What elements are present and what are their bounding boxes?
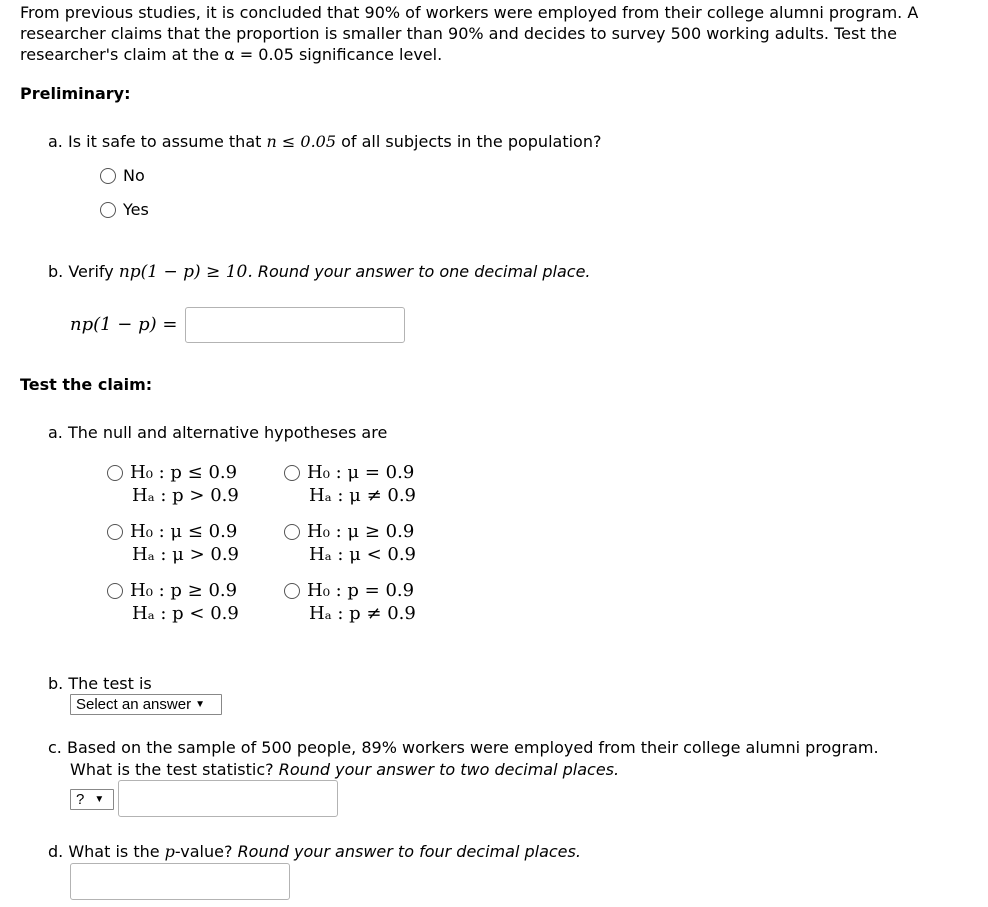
prelim-b-math: np(1 − p) ≥ 10. — [118, 262, 253, 282]
hypothesis-option-3[interactable] — [107, 520, 239, 566]
chevron-down-icon: ▼ — [195, 699, 205, 710]
hypothesis-option-6[interactable] — [284, 579, 416, 625]
hypothesis-option-5[interactable] — [107, 579, 239, 625]
radio-circle[interactable] — [107, 524, 123, 540]
hypothesis-text — [307, 461, 416, 507]
part-c-line2 — [70, 760, 619, 779]
hypothesis-text — [307, 579, 416, 625]
prelim-a-option-yes[interactable] — [100, 200, 149, 219]
part-a-prompt: a. The null and alternative hypotheses are — [48, 423, 388, 442]
radio-circle[interactable] — [284, 583, 300, 599]
hypothesis-option-2[interactable] — [284, 461, 416, 507]
option-label: No — [123, 166, 145, 185]
test-heading: Test the claim: — [20, 375, 153, 394]
alt-hypothesis: Hₐ : μ < 0.9 — [309, 544, 416, 565]
select-value: ? — [76, 791, 85, 808]
prelim-a-math: n ≤ 0.05 — [266, 132, 337, 151]
part-c-line1: c. Based on the sample of 500 people, 89% workers were employed from their college alumni program. — [48, 738, 879, 757]
chevron-down-icon: ▼ — [94, 794, 105, 805]
prelim-a-text-after: of all subjects in the population? — [341, 132, 602, 151]
part-b-prompt: b. The test is — [48, 674, 152, 693]
alt-hypothesis: Hₐ : μ > 0.9 — [132, 544, 239, 565]
radio-circle[interactable] — [107, 465, 123, 481]
prelim-b-input-label: np(1 − p) = — [70, 314, 178, 335]
radio-circle[interactable] — [100, 202, 116, 218]
radio-circle[interactable] — [107, 583, 123, 599]
p-value-input[interactable] — [70, 863, 290, 900]
radio-circle[interactable] — [284, 465, 300, 481]
prelim-b-text-before: b. Verify — [48, 262, 114, 281]
alt-hypothesis: Hₐ : μ ≠ 0.9 — [309, 485, 416, 506]
part-d-math: p — [164, 842, 175, 861]
alt-hypothesis: Hₐ : p < 0.9 — [132, 603, 239, 624]
hypothesis-text — [130, 520, 239, 566]
hypothesis-option-4[interactable] — [284, 520, 416, 566]
option-label: Yes — [123, 200, 149, 219]
prelim-a-question — [48, 132, 601, 151]
radio-circle[interactable] — [100, 168, 116, 184]
test-type-select[interactable] — [70, 694, 222, 715]
null-hypothesis: H₀ : p ≥ 0.9 — [130, 580, 238, 601]
hypothesis-option-1[interactable] — [107, 461, 239, 507]
part-d-text-after: -value? — [174, 842, 233, 861]
prelim-b-question — [48, 262, 591, 282]
part-c-question: What is the test statistic? — [70, 760, 274, 779]
alt-hypothesis: Hₐ : p ≠ 0.9 — [309, 603, 416, 624]
alt-hypothesis: Hₐ : p > 0.9 — [132, 485, 239, 506]
null-hypothesis: H₀ : μ ≥ 0.9 — [307, 521, 415, 542]
null-hypothesis: H₀ : μ = 0.9 — [307, 462, 415, 483]
test-statistic-type-select[interactable] — [70, 789, 114, 810]
part-d-instruction: Round your answer to four decimal places. — [237, 842, 581, 861]
hypothesis-text — [307, 520, 416, 566]
part-d-text-before: d. What is the — [48, 842, 160, 861]
part-c-instruction: Round your answer to two decimal places. — [278, 760, 620, 779]
preliminary-heading: Preliminary: — [20, 84, 131, 103]
null-hypothesis: H₀ : μ ≤ 0.9 — [130, 521, 238, 542]
hypothesis-text — [130, 579, 239, 625]
test-statistic-input[interactable] — [118, 780, 338, 817]
hypothesis-text — [130, 461, 239, 507]
prelim-b-instruction: Round your answer to one decimal place. — [257, 262, 591, 281]
part-d-question — [48, 842, 581, 861]
radio-circle[interactable] — [284, 524, 300, 540]
prelim-a-text-before: a. Is it safe to assume that — [48, 132, 262, 151]
null-hypothesis: H₀ : p ≤ 0.9 — [130, 462, 238, 483]
null-hypothesis: H₀ : p = 0.9 — [307, 580, 415, 601]
select-value: Select an answer — [76, 696, 192, 713]
prelim-a-option-no[interactable] — [100, 166, 145, 185]
prelim-b-answer-input[interactable] — [185, 307, 405, 343]
problem-intro: From previous studies, it is concluded that 90% of workers were employed from their college alumni program. A researcher claims that the proportion is smaller than 90% and decides to survey 500 working adults. Test the researcher's claim at the α = 0.05 significance level. — [20, 3, 919, 64]
